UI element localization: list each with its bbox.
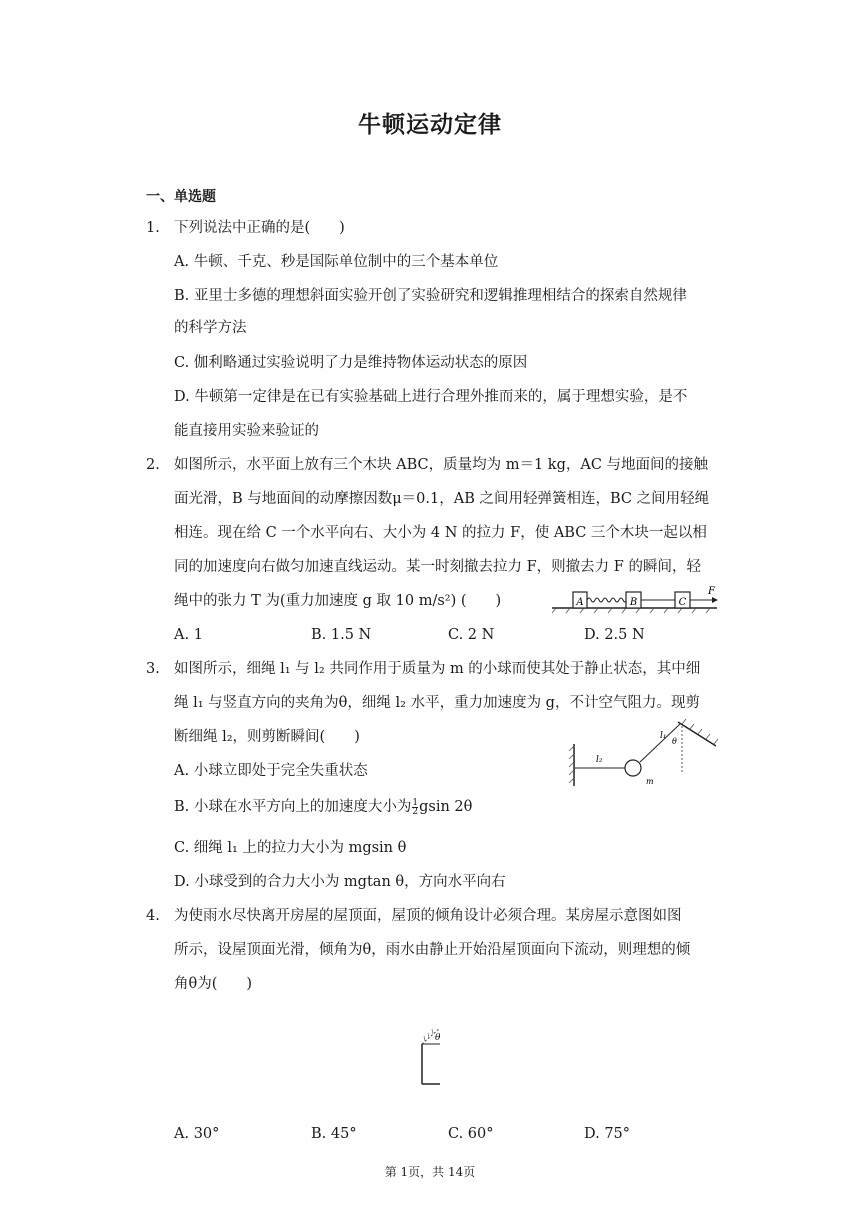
question-3-option-a: A. 小球立即处于完全失重状态 [174, 763, 368, 779]
pendulum-figure [566, 716, 720, 792]
block-b-label: B [629, 597, 638, 608]
roof-angle-label: θ [435, 1033, 441, 1043]
house-figure [416, 1020, 446, 1086]
page-title: 牛顿运动定律 [358, 112, 502, 138]
ball [625, 760, 641, 776]
question-3-option-c: C. 细绳 l₁ 上的拉力大小为 mgsin θ [174, 840, 407, 856]
block-spring-figure [552, 585, 720, 615]
question-3-option-d: D. 小球受到的合力大小为 mgtan θ，方向水平向右 [174, 874, 506, 890]
question-3-option-b [174, 797, 472, 817]
question-1-option-b-cont: 的科学方法 [174, 320, 247, 336]
question-3-option-b-text: B. 小球在水平方向上的加速度大小为 [174, 799, 412, 815]
question-2-line-2: 面光滑，B 与地面间的动摩擦因数μ＝0.1，AB 之间用轻弹簧相连，BC 之间用轻绳 [174, 491, 710, 507]
section-heading: 一、单选题 [146, 189, 216, 205]
question-4-option-a: A. 30° [174, 1126, 220, 1142]
question-1-option-a: A. 牛顿、千克、秒是国际单位制中的三个基本单位 [174, 254, 499, 270]
question-1-option-b: B. 亚里士多德的理想斜面实验开创了实验研究和逻辑推理相结合的探索自然规律 [174, 288, 687, 304]
question-4-option-b: B. 45° [311, 1126, 357, 1142]
question-2-line-1: 如图所示，水平面上放有三个木块 ABC，质量均为 m＝1 kg，AC 与地面间的接触 [174, 457, 709, 473]
block-c-label: C [678, 597, 687, 608]
question-3-line-3: 断细绳 l₂，则剪断瞬间( ) [174, 729, 360, 745]
question-2-line-4: 同的加速度向右做匀加速直线运动。某一时刻撤去拉力 F，则撤去力 F 的瞬间，轻 [174, 559, 701, 575]
question-2-number: 2. [146, 457, 160, 473]
page-footer: 第 1页，共 14页 [384, 1165, 476, 1179]
l1-label: l₁ [660, 731, 667, 741]
question-1-option-d: D. 牛顿第一定律是在已有实验基础上进行合理外推而来的，属于理想实验，是不 [174, 389, 688, 405]
question-2-option-a: A. 1 [174, 627, 203, 643]
question-2-option-b: B. 1.5 N [311, 627, 372, 643]
block-a-label: A [576, 597, 584, 608]
question-4-option-d: D. 75° [584, 1126, 631, 1142]
ceiling [678, 722, 716, 746]
question-1-stem: 下列说法中正确的是( ) [174, 220, 345, 236]
question-2-line-3: 相连。现在给 C 一个水平向右、大小为 4 N 的拉力 F，使 ABC 三个木块一起以相 [174, 525, 707, 541]
question-4-option-c: C. 60° [448, 1126, 494, 1142]
question-4-line-3: 角θ为( ) [174, 976, 253, 992]
question-1-option-c: C. 伽利略通过实验说明了力是维持物体运动状态的原因 [174, 355, 528, 371]
theta-label: θ [672, 737, 677, 746]
question-4-line-1: 为使雨水尽快离开房屋的屋顶面，屋顶的倾角设计必须合理。某房屋示意图如图 [174, 908, 682, 924]
question-3-option-b-expr: gsin 2θ [419, 799, 473, 815]
mass-label: m [646, 777, 654, 786]
question-3-number: 3. [146, 661, 160, 677]
question-2-option-d: D. 2.5 N [584, 627, 645, 643]
question-3-line-1: 如图所示，细绳 l₁ 与 l₂ 共同作用于质量为 m 的小球而使其处于静止状态，其中细 [174, 661, 701, 677]
question-2-option-c: C. 2 N [448, 627, 495, 643]
question-2-line-5: 绳中的张力 T 为(重力加速度 g 取 10 m/s²) ( ) [174, 593, 502, 609]
question-1-option-d-cont: 能直接用实验来验证的 [174, 423, 319, 439]
question-4-line-2: 所示，设屋顶面光滑，倾角为θ，雨水由静止开始沿屋顶面向下流动，则理想的倾 [174, 942, 691, 958]
l2-label: l₂ [596, 755, 603, 765]
force-label: F [708, 586, 715, 597]
question-3-line-2: 绳 l₁ 与竖直方向的夹角为θ，细绳 l₂ 水平，重力加速度为 g，不计空气阻力。现剪 [174, 695, 700, 711]
question-4-number: 4. [146, 908, 160, 924]
question-1-number: 1. [146, 220, 160, 236]
fraction-one-half: $\frac{1}{2}$ [412, 797, 419, 817]
